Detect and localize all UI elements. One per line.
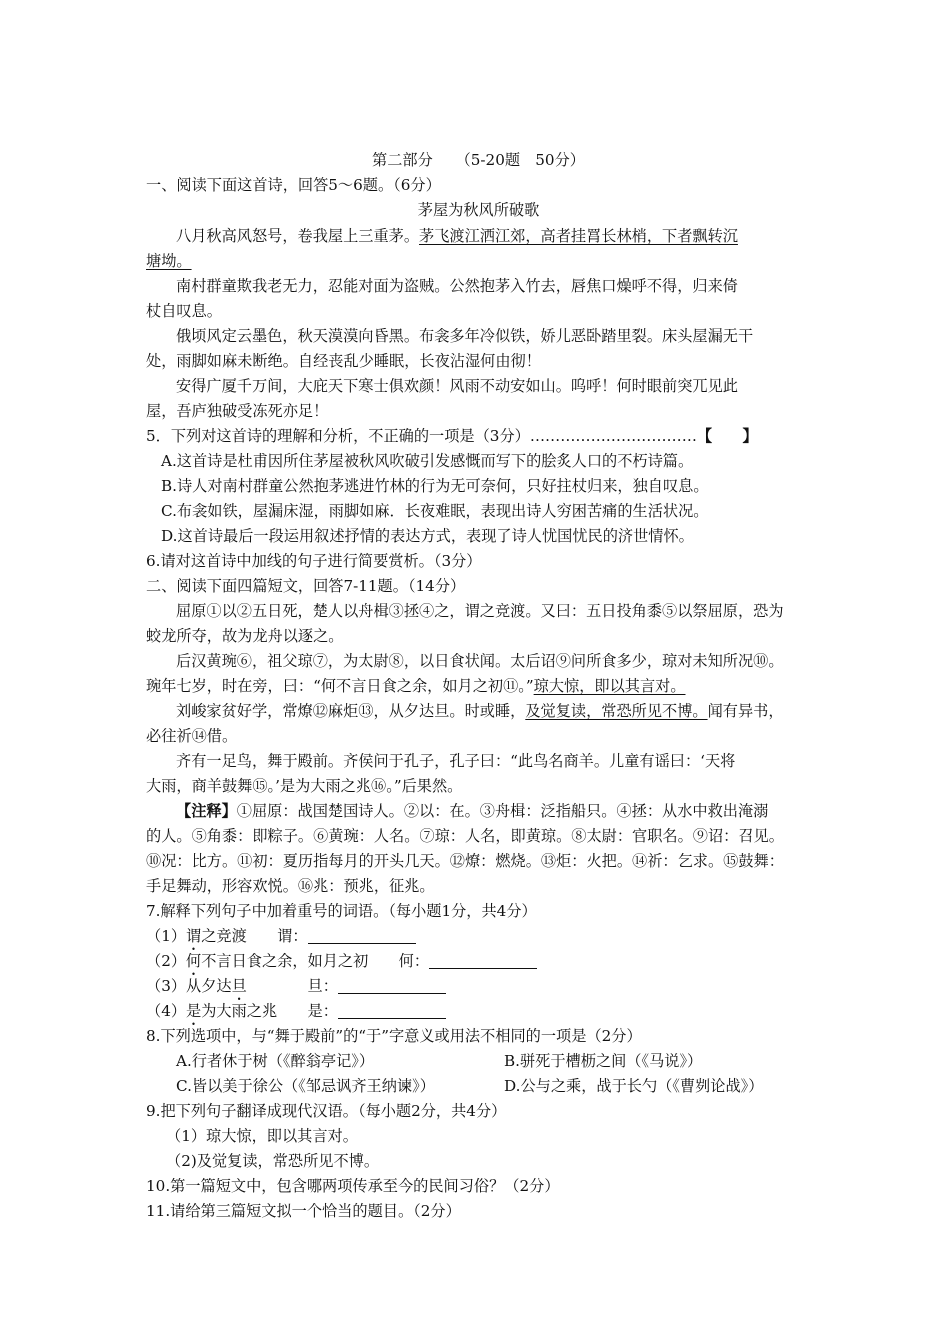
notes-label: 【注释】 (176, 802, 237, 820)
underlined-sentence: 茅飞渡江洒江郊，高者挂罥长林梢，下者飘转沉 (419, 227, 738, 245)
article-3-line-2: 必往祈⑭借。 (146, 727, 238, 745)
part-heading: 第二部分 （5-20题 50分） (372, 151, 585, 169)
poem-title: 茅屋为秋风所破歌 (417, 201, 540, 219)
answer-blank[interactable] (429, 952, 537, 969)
emphasized-word: 旦 (231, 977, 247, 995)
q8-options-row-1 (146, 1050, 811, 1072)
article-1-line-1: 屈原①以②五日死，楚人以舟楫③拯④之，谓之竞渡。又曰：五日投角黍⑤以祭屈原，恐为 (176, 602, 784, 620)
question-5 (146, 425, 811, 447)
q8-option-d: D.公与之乘，战于长勺（《曹刿论战》） (504, 1077, 764, 1095)
answer-blank[interactable] (308, 927, 416, 944)
answer-bracket: 【 】 (696, 427, 758, 445)
question-5-text: 5．下列对这首诗的理解和分析，不正确的一项是（3分）…………………………… (146, 427, 697, 445)
q8-option-b: B.骈死于槽枥之间（《马说》） (504, 1052, 703, 1070)
answer-blank[interactable] (338, 1002, 446, 1019)
article-2-line-1: 后汉黄琬⑥，祖父琼⑦，为太尉⑧，以日食状闻。太后诏⑨问所食多少，琼对未知所况⑩。 (176, 652, 784, 670)
poem-stanza-1-line-1 (146, 225, 811, 247)
text: 旦： (246, 977, 338, 995)
article-4-line-2: 大雨，商羊鼓舞⑮。’是为大雨之兆⑯。”后果然。 (146, 777, 463, 795)
notes-line-2: 的人。⑤角黍：即粽子。⑥黄琬：人名。⑦琼：人名，即黄琼。⑧太尉：官职名。⑨诏：召见。 (146, 827, 784, 845)
q9-item-2: （2)及觉复读，常恐所见不博。 (166, 1152, 380, 1170)
text: 之竞渡 谓： (201, 927, 308, 945)
underlined-sentence: 及觉复读，常恐所见不博。 (525, 702, 708, 720)
underlined-sentence: 琼大惊，即以其言对。 (533, 677, 686, 695)
q5-option-b: B.诗人对南村群童公然抱茅逃进竹林的行为无可奈何，只好拄杖归来，独自叹息。 (161, 477, 709, 495)
poem-stanza-4-line-1: 安得广厦千万间，大庇天下寒士俱欢颜！风雨不动安如山。呜呼！何时眼前突兀见此 (176, 377, 738, 395)
section-1-heading: 一、阅读下面这首诗，回答5～6题。（6分） (146, 176, 441, 194)
text: 刘峻家贫好学，常燎⑫麻炬⑬，从夕达旦。时或睡， (176, 702, 526, 720)
text: 八月秋高风怒号，卷我屋上三重茅。 (176, 227, 419, 245)
question-11: 11.请给第三篇短文拟一个恰当的题目。（2分） (146, 1202, 461, 1220)
article-1-line-2: 蛟龙所夺，故为龙舟以逐之。 (146, 627, 344, 645)
emphasized-word: 谓 (186, 927, 202, 945)
text: （4） (146, 1002, 187, 1020)
poem-stanza-4-line-2: 屋，吾庐独破受冻死亦足！ (146, 402, 329, 420)
q9-item-1: （1）琼大惊，即以其言对。 (166, 1127, 358, 1145)
q5-option-a: A.这首诗是杜甫因所住茅屋被秋风吹破引发感慨而写下的脍炙人口的不朽诗篇。 (161, 452, 694, 470)
poem-stanza-3-line-1: 俄顷风定云墨色，秋天漠漠向昏黑。布衾多年冷似铁，娇儿恶卧踏里裂。床头屋漏无干 (176, 327, 754, 345)
poem-stanza-2-line-1: 南村群童欺我老无力，忍能对面为盗贼。公然抱茅入竹去，唇焦口燥呼不得，归来倚 (176, 277, 738, 295)
section-2-heading: 二、阅读下面四篇短文，回答7-11题。（14分） (146, 577, 466, 595)
q8-option-c: C.皆以美于徐公（《邹忌讽齐王纳谏》） (176, 1077, 435, 1095)
question-6: 6.请对这首诗中加线的句子进行简要赏析。（3分） (146, 552, 482, 570)
text: 为大雨之兆 是： (201, 1002, 338, 1020)
article-3-line-1 (146, 700, 811, 722)
emphasized-word: 是 (186, 1002, 202, 1020)
poem-stanza-1-line-2 (146, 250, 811, 272)
q5-option-c: C.布衾如铁，屋漏床湿，雨脚如麻．长夜难眠，表现出诗人穷困苦痛的生活状况。 (161, 502, 709, 520)
text: （2） (146, 952, 187, 970)
text: （1） (146, 927, 187, 945)
poem-stanza-3-line-2: 处，雨脚如麻未断绝。自经丧乱少睡眠，长夜沾湿何由彻！ (146, 352, 541, 370)
notes-line-1 (146, 800, 811, 822)
article-2-line-2 (146, 675, 811, 697)
text: （3）从夕达 (146, 977, 232, 995)
text: 不言日食之余，如月之初 何： (201, 952, 430, 970)
q5-option-d: D.这首诗最后一段运用叙述抒情的表达方式，表现了诗人忧国忧民的济世情怀。 (161, 527, 694, 545)
poem-stanza-2-line-2: 杖自叹息。 (146, 302, 222, 320)
notes-line-4: 手足舞动，形容欢悦。⑯兆：预兆，征兆。 (146, 877, 435, 895)
notes-line-3: ⑩况：比方。⑪初：夏历指每月的开头几天。⑫燎：燃烧。⑬炬：火把。⑭祈：乞求。⑮鼓舞： (146, 852, 784, 870)
emphasized-word: 何 (186, 952, 202, 970)
underlined-sentence-end: 塘坳。 (146, 252, 192, 270)
question-9: 9.把下列句子翻译成现代汉语。（每小题2分，共4分） (146, 1102, 507, 1120)
article-4-line-1: 齐有一足鸟，舞于殿前。齐侯问于孔子，孔子曰：“此鸟名商羊。儿童有谣曰：‘天将 (176, 752, 736, 770)
text: 闻有异书， (707, 702, 784, 720)
question-7: 7.解释下列句子中加着重号的词语。（每小题1分，共4分） (146, 902, 537, 920)
answer-blank[interactable] (338, 977, 446, 994)
question-10: 10.第一篇短文中，包含哪两项传承至今的民间习俗？（2分） (146, 1177, 560, 1195)
q8-options-row-2 (146, 1075, 811, 1097)
text: 琬年七岁，时在旁，曰：“何不言日食之余，如月之初⑪。” (146, 677, 534, 695)
q8-option-a: A.行者休于树（《醉翁亭记》） (176, 1052, 375, 1070)
text: ①屈原：战国楚国诗人。②以：在。③舟楫：泛指船只。④拯：从水中救出淹溺 (236, 802, 769, 820)
question-8: 8.下列选项中，与“舞于殿前”的“于”字意义或用法不相同的一项是（2分） (146, 1027, 642, 1045)
